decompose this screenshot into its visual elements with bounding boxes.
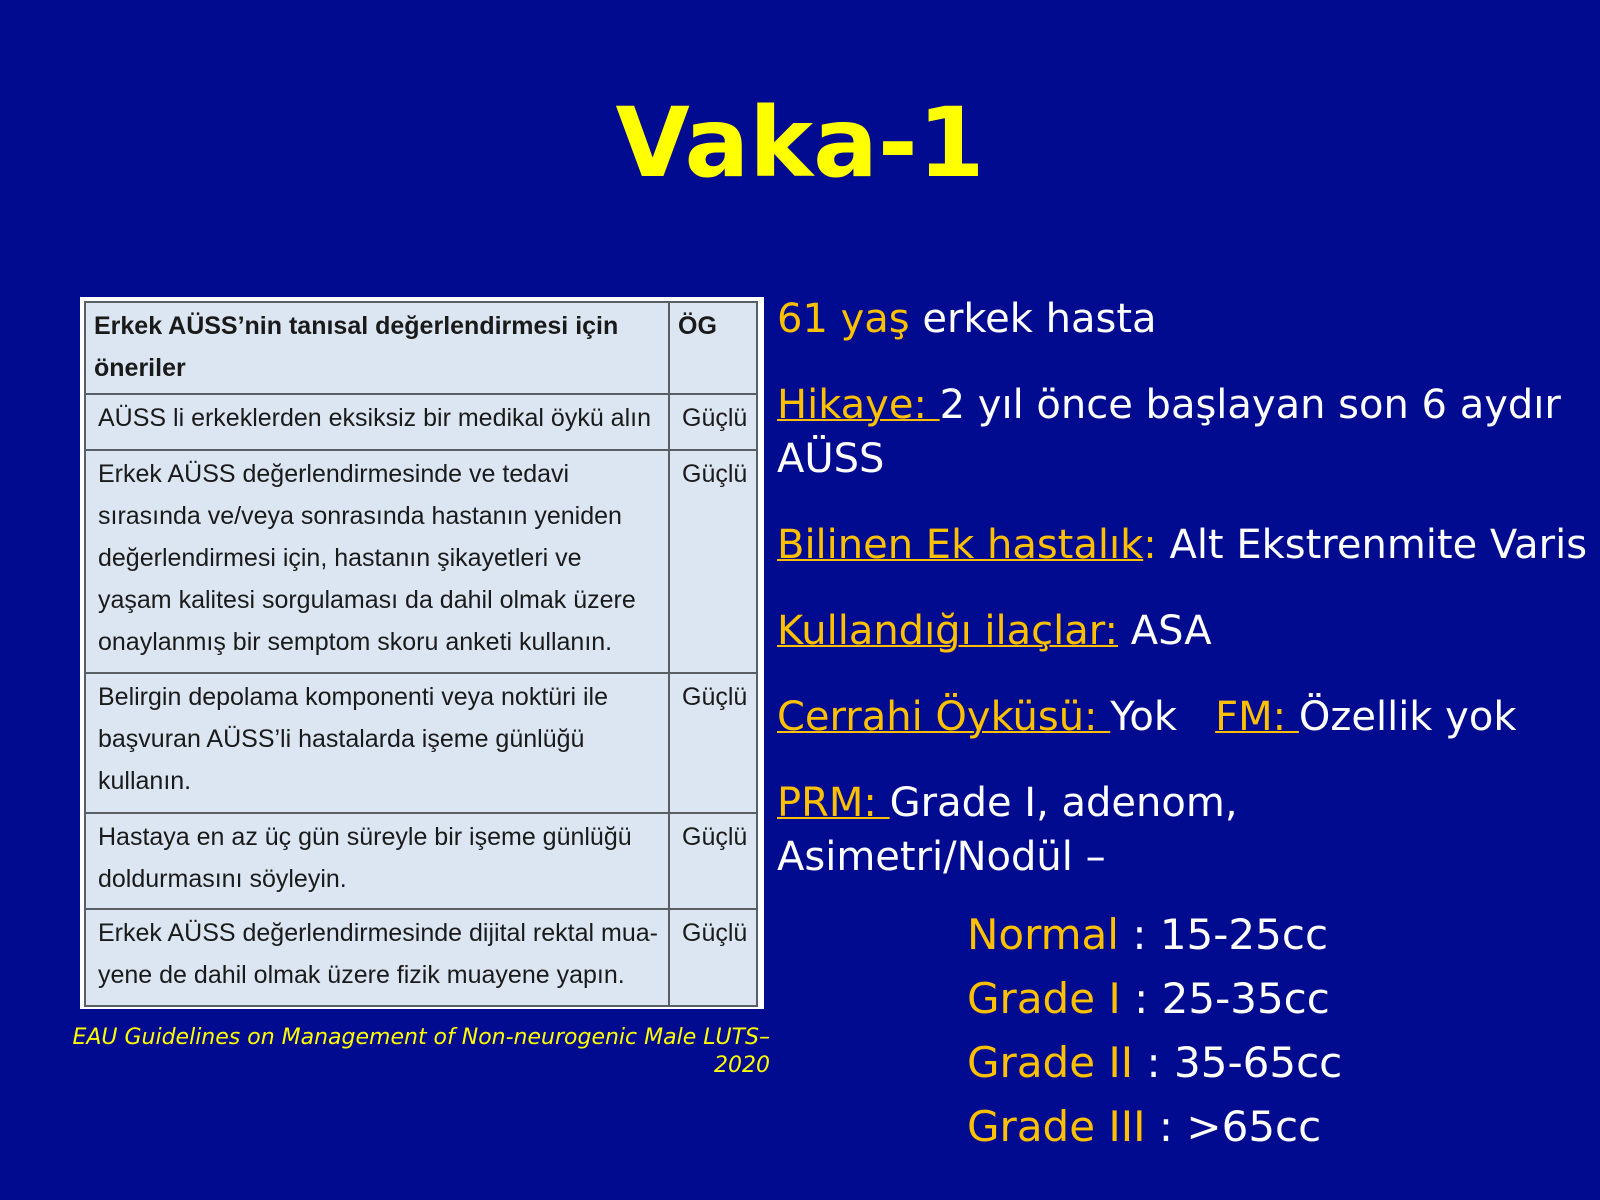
medications-text: ASA: [1117, 608, 1212, 654]
row-text: AÜSS li erkeklerden eksiksiz bir medikal öykü alın: [85, 394, 669, 450]
table-header-row: [85, 302, 757, 394]
table-row: [85, 394, 757, 450]
surgery-line: [777, 690, 1597, 744]
row-grade: Güçlü: [669, 813, 757, 909]
row-text: Erkek AÜSS değerlendirmesinde ve tedavi sırasında ve/veya sonrasında hastanın yeniden değerlendirmesi için, hastanın şikayetleri ve yaşam kalitesi sorgulaması da dahil olmak üzere onaylanmış bir semptom skoru anketi kullanın.: [85, 450, 669, 673]
row-grade: Güçlü: [669, 673, 757, 813]
comorbidity-text: Alt Ekstrenmite Varis: [1156, 522, 1588, 568]
prm-text: Grade I, adenom, Asimetri/Nodül –: [777, 780, 1238, 880]
history-line: [777, 378, 1597, 486]
fm-label: FM:: [1215, 694, 1299, 740]
row-grade: Güçlü: [669, 909, 757, 1006]
comorbidity-label: Bilinen Ek hastalık: [777, 522, 1144, 568]
grade-item: [967, 967, 1587, 1031]
table-row: [85, 673, 757, 813]
age-label: 61 yaş: [777, 296, 910, 342]
grade-item: [967, 1095, 1587, 1159]
prostate-grade-list: [967, 903, 1587, 1159]
surgery-label: Cerrahi Öyküsü:: [777, 694, 1111, 740]
grade-label: Grade III: [967, 1102, 1159, 1151]
grade-item: [967, 1031, 1587, 1095]
row-text: Hastaya en az üç gün süreyle bir işeme günlüğü doldurmasını söyleyin.: [85, 813, 669, 909]
medications-label: Kullandığı ilaçlar:: [777, 608, 1118, 654]
row-grade: Güçlü: [669, 450, 757, 673]
slide-title: Vaka-1: [615, 87, 985, 199]
prm-line: [777, 776, 1337, 884]
grade-label: Grade I: [967, 974, 1135, 1023]
grade-item: [967, 903, 1587, 967]
history-label: Hikaye:: [777, 382, 940, 428]
prm-label: PRM:: [777, 780, 890, 826]
recommendation-table: [84, 301, 758, 1007]
table-row: [85, 450, 757, 673]
age-text: erkek hasta: [909, 296, 1157, 342]
grade-value: : 35-65cc: [1146, 1038, 1343, 1087]
table-row: [85, 813, 757, 909]
age-line: [777, 292, 1597, 346]
fm-text: Özellik yok: [1298, 694, 1517, 740]
comorbidity-colon: :: [1143, 522, 1157, 568]
citation: EAU Guidelines on Management of Non-neurogenic Male LUTS– 2020: [72, 1025, 770, 1078]
medications-line: [777, 604, 1597, 658]
grade-value: : 25-35cc: [1134, 974, 1330, 1023]
table-row: [85, 909, 757, 1006]
grade-label: Grade II: [967, 1038, 1147, 1087]
row-text: Belirgin depolama komponenti veya noktüri ile başvuran AÜSS’li hastalarda işeme günlüğü kullanın.: [85, 673, 669, 813]
recommendation-table-image: [80, 297, 764, 1009]
grade-value: : 15-25cc: [1132, 910, 1329, 959]
case-details: [777, 292, 1597, 916]
row-text: Erkek AÜSS değerlendirmesinde dijital rektal mua-yene de dahil olmak üzere fizik muayene yapın.: [85, 909, 669, 1006]
header-recommendation: Erkek AÜSS’nin tanısal değerlendirmesi için öneriler: [85, 302, 669, 394]
grade-value: : >65cc: [1158, 1102, 1322, 1151]
header-grade: ÖG: [669, 302, 757, 394]
row-grade: Güçlü: [669, 394, 757, 450]
surgery-text: Yok: [1110, 694, 1216, 740]
grade-label: Normal: [967, 910, 1133, 959]
comorbidity-line: [777, 518, 1597, 572]
history-text: 2 yıl önce başlayan son 6 aydır AÜSS: [777, 382, 1561, 482]
